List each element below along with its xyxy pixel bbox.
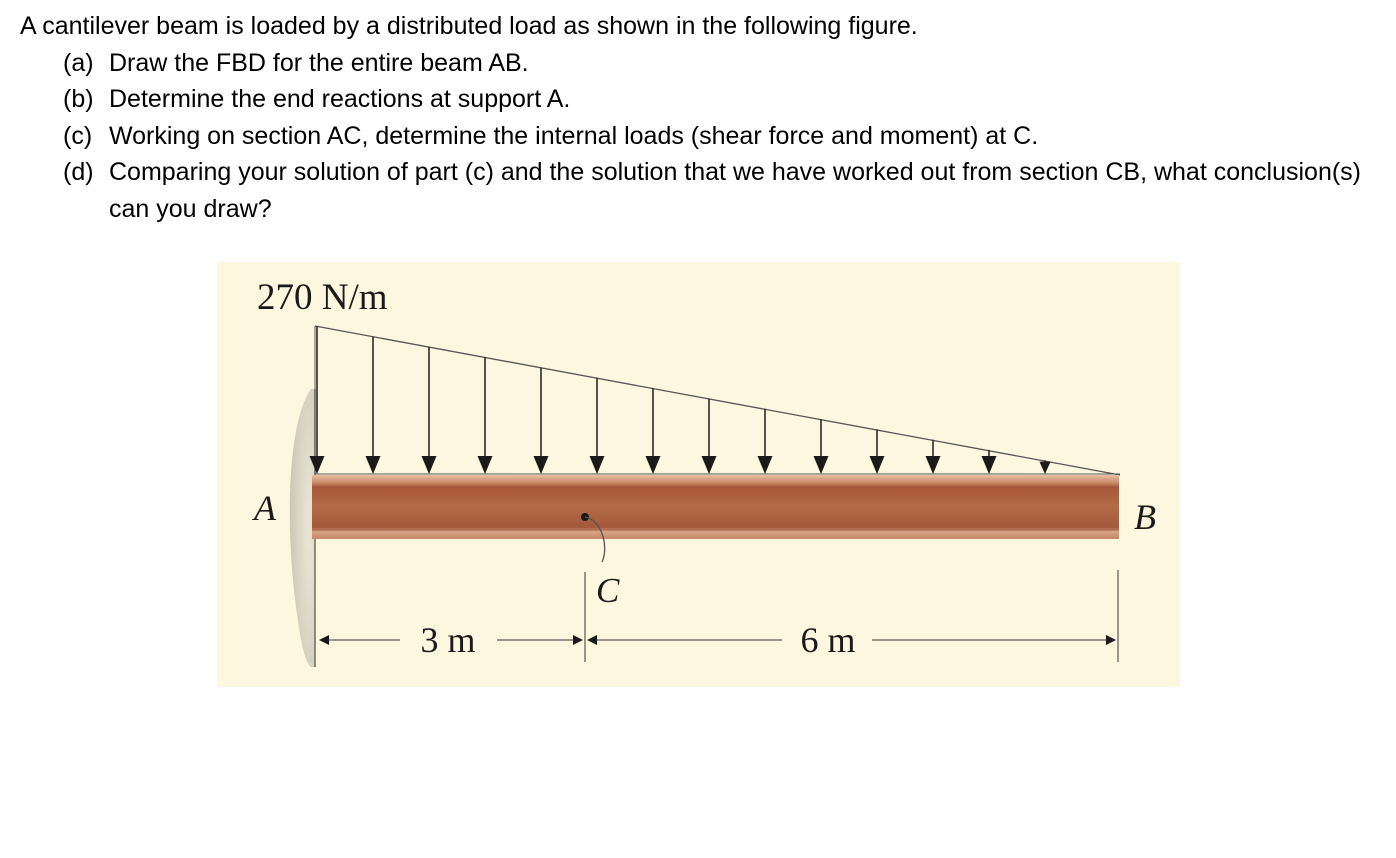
problem-part-b: [20, 81, 1380, 118]
load-intensity-label: 270 N/m: [257, 277, 388, 318]
problem-intro: A cantilever beam is loaded by a distributed load as shown in the following figure.: [20, 12, 918, 40]
problem-statement: [20, 8, 1380, 227]
problem-parts: [20, 45, 1380, 228]
part-label: (b): [63, 85, 94, 113]
label-c: C: [596, 571, 620, 610]
dimension-label-ac: 3 m: [420, 620, 476, 660]
beam: [312, 475, 1119, 539]
label-b: B: [1134, 497, 1156, 537]
problem-part-c: [20, 118, 1380, 155]
problem-part-d: [20, 154, 1380, 227]
part-label: (a): [63, 48, 94, 77]
part-text: Working on section AC, determine the internal loads (shear force and moment) at C.: [109, 121, 1039, 150]
dimension-label-cb: 6 m: [800, 620, 856, 660]
part-label: (c): [63, 121, 93, 150]
beam-diagram: [217, 262, 1180, 687]
beam-figure: [217, 262, 1180, 687]
part-text: Draw the FBD for the entire beam AB.: [109, 48, 529, 77]
part-text: Determine the end reactions at support A.: [109, 85, 571, 113]
problem-part-a: [20, 45, 1380, 82]
part-label: (d): [63, 158, 94, 186]
part-text: Comparing your solution of part (c) and the solution that we have worked out from section CB, what conclusion(s) can you draw?: [109, 158, 1362, 223]
label-a: A: [254, 488, 276, 528]
